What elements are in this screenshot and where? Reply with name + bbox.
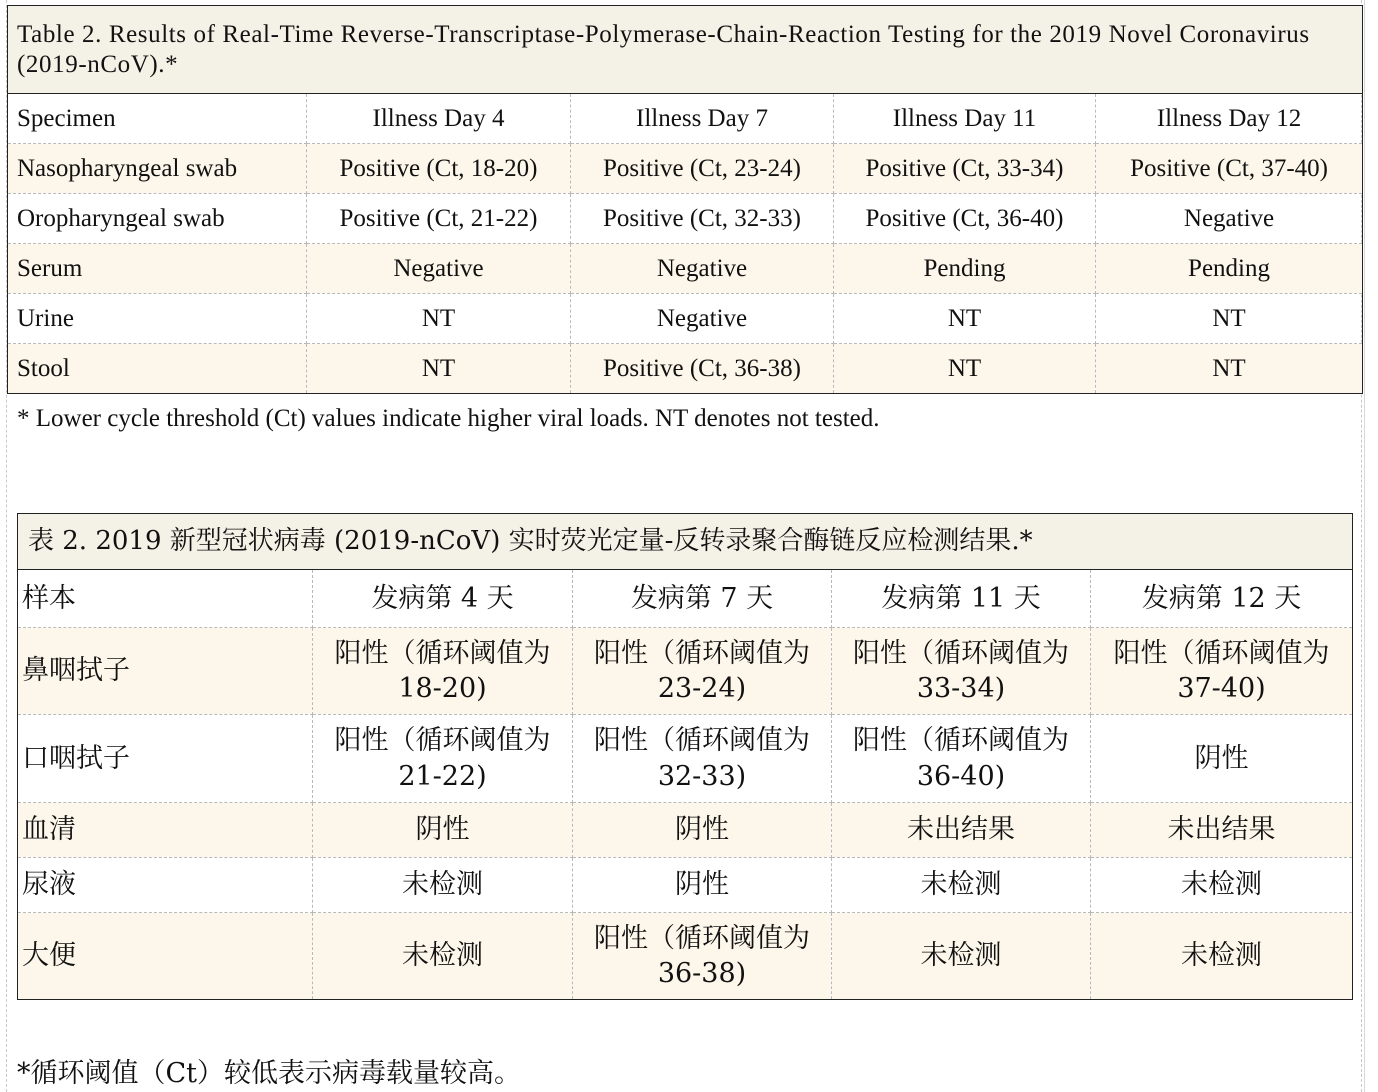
specimen-cell: 大便 [18, 913, 313, 1000]
result-cell: 未检测 [313, 913, 573, 1000]
result-cell: 未检测 [832, 913, 1091, 1000]
table-row [8, 244, 1363, 294]
specimen-cell: Urine [8, 294, 307, 344]
result-cell: 阳性（循环阈值为 37-40) [1091, 628, 1353, 715]
result-cell: 阴性 [1091, 715, 1353, 803]
result-cell: Positive (Ct, 21-22) [307, 194, 571, 244]
specimen-cell: 尿液 [18, 858, 313, 913]
specimen-cell: Serum [8, 244, 307, 294]
table-caption: Table 2. Results of Real-Time Reverse-Transcriptase-Polymerase-Chain-Reaction Testing for the 2019 Novel Coronavirus (2019-nCoV).* [8, 6, 1363, 94]
specimen-cell: Oropharyngeal swab [8, 194, 307, 244]
result-cell: 未出结果 [832, 803, 1091, 858]
result-cell: 未出结果 [1091, 803, 1353, 858]
result-cell: Pending [834, 244, 1096, 294]
column-header: 发病第 11 天 [832, 570, 1091, 628]
result-cell: 未检测 [1091, 858, 1353, 913]
column-header: Illness Day 4 [307, 94, 571, 144]
table-row [8, 344, 1363, 394]
result-cell: NT [307, 294, 571, 344]
column-header: Specimen [8, 94, 307, 144]
result-cell: NT [834, 344, 1096, 394]
result-cell: Negative [571, 294, 834, 344]
result-cell: Positive (Ct, 36-38) [571, 344, 834, 394]
result-cell: 阴性 [313, 803, 573, 858]
table-header-row [8, 94, 1363, 144]
table-row [18, 858, 1353, 913]
results-table-english [7, 5, 1363, 394]
specimen-cell: 口咽拭子 [18, 715, 313, 803]
result-cell: NT [1096, 294, 1363, 344]
result-cell: 阳性（循环阈值为 36-40) [832, 715, 1091, 803]
result-cell: Positive (Ct, 32-33) [571, 194, 834, 244]
result-cell: Negative [1096, 194, 1363, 244]
result-cell: 未检测 [1091, 913, 1353, 1000]
results-table-chinese [17, 513, 1353, 1000]
result-cell: 阳性（循环阈值为 21-22) [313, 715, 573, 803]
table-row [18, 803, 1353, 858]
result-cell: Positive (Ct, 33-34) [834, 144, 1096, 194]
table-row [18, 913, 1353, 1000]
table-row [8, 144, 1363, 194]
table-row [8, 194, 1363, 244]
table-footnote: * Lower cycle threshold (Ct) values indicate higher viral loads. NT denotes not tested. [17, 405, 880, 432]
specimen-cell: 血清 [18, 803, 313, 858]
result-cell: 阳性（循环阈值为 18-20) [313, 628, 573, 715]
table-row [18, 628, 1353, 715]
result-cell: 未检测 [832, 858, 1091, 913]
table-row [18, 715, 1353, 803]
result-cell: NT [307, 344, 571, 394]
result-cell: Positive (Ct, 37-40) [1096, 144, 1363, 194]
column-header: 发病第 7 天 [573, 570, 832, 628]
column-header: Illness Day 11 [834, 94, 1096, 144]
result-cell: Positive (Ct, 18-20) [307, 144, 571, 194]
table-caption: 表 2. 2019 新型冠状病毒 (2019-nCoV) 实时荧光定量-反转录聚合酶链反应检测结果.* [18, 514, 1353, 570]
result-cell: 阳性（循环阈值为 33-34) [832, 628, 1091, 715]
result-cell: 未检测 [313, 858, 573, 913]
result-cell: Pending [1096, 244, 1363, 294]
column-header: Illness Day 7 [571, 94, 834, 144]
column-header: 样本 [18, 570, 313, 628]
table-footnote: *循环阈值（Ct）较低表示病毒载量较高。 [17, 1058, 522, 1089]
result-cell: Positive (Ct, 36-40) [834, 194, 1096, 244]
table-header-row [18, 570, 1353, 628]
result-cell: 阳性（循环阈值为 23-24) [573, 628, 832, 715]
result-cell: NT [1096, 344, 1363, 394]
column-header: 发病第 4 天 [313, 570, 573, 628]
result-cell: 阴性 [573, 858, 832, 913]
specimen-cell: Nasopharyngeal swab [8, 144, 307, 194]
table-row [8, 294, 1363, 344]
result-cell: Positive (Ct, 23-24) [571, 144, 834, 194]
result-cell: Negative [571, 244, 834, 294]
result-cell: 阳性（循环阈值为 36-38) [573, 913, 832, 1000]
result-cell: NT [834, 294, 1096, 344]
specimen-cell: 鼻咽拭子 [18, 628, 313, 715]
result-cell: 阳性（循环阈值为 32-33) [573, 715, 832, 803]
specimen-cell: Stool [8, 344, 307, 394]
scrollbar-track[interactable] [1364, 0, 1378, 1092]
result-cell: Negative [307, 244, 571, 294]
column-header: Illness Day 12 [1096, 94, 1363, 144]
result-cell: 阴性 [573, 803, 832, 858]
column-header: 发病第 12 天 [1091, 570, 1353, 628]
